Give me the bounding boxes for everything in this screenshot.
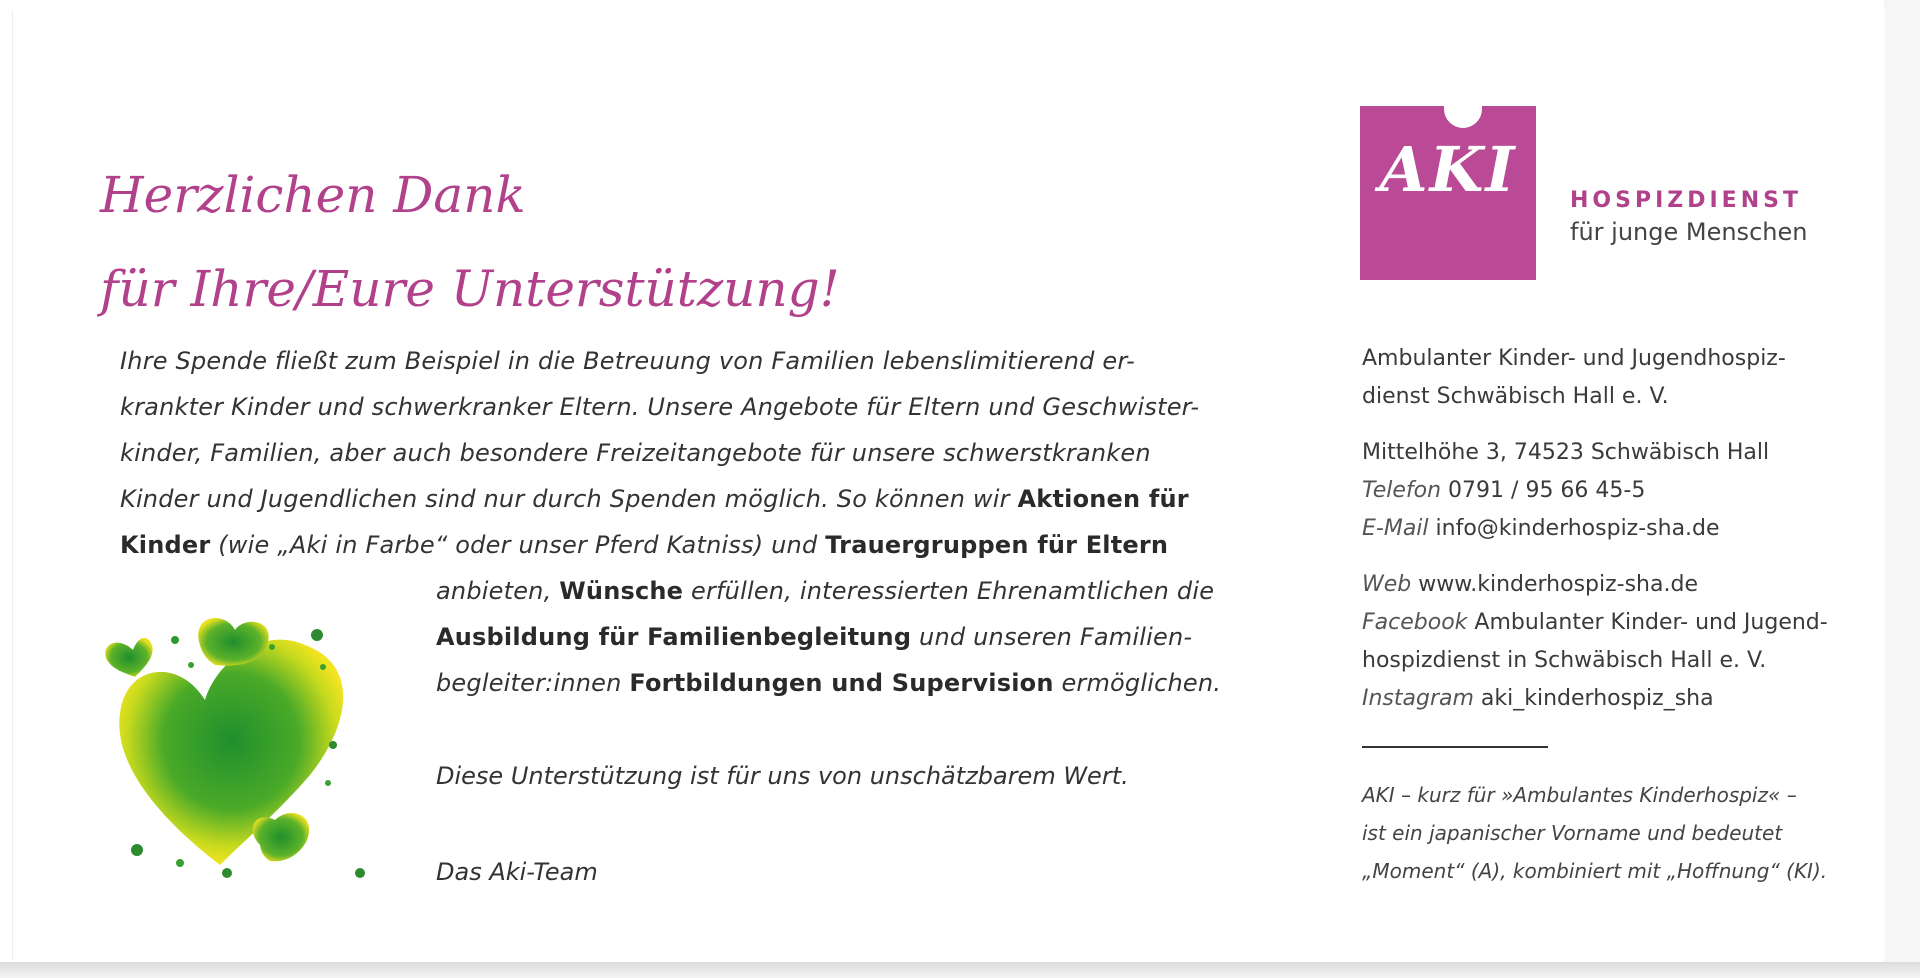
card-shadow xyxy=(0,962,1920,978)
org-name xyxy=(1362,340,1786,416)
text-segment: und unseren Familien- xyxy=(911,623,1193,651)
text-line: krankter Kinder und schwerkranker Eltern. Unsere Angebote für Eltern und Geschwister- xyxy=(120,393,1200,421)
text-line xyxy=(436,568,1215,614)
text-line xyxy=(120,476,1189,522)
phone-line xyxy=(1362,472,1769,510)
text-segment: erfüllen, interessierten Ehrenamtlichen die xyxy=(683,577,1215,605)
donation-paragraph xyxy=(120,338,1200,568)
street-address: Mittelhöhe 3, 74523 Schwäbisch Hall xyxy=(1362,440,1770,465)
text-line xyxy=(120,522,1169,568)
email-line xyxy=(1362,510,1769,548)
facebook-name: Ambulanter Kinder- und Jugend- xyxy=(1467,610,1828,635)
note-line: ist ein japanischer Vorname und bedeutet xyxy=(1362,821,1783,845)
bold-segment: Kinder xyxy=(120,531,211,559)
phone-number: 0791 / 95 66 45-5 xyxy=(1441,478,1646,503)
note-line: „Moment“ (A), kombiniert mit „Hoffnung“ (KI). xyxy=(1362,859,1828,883)
org-subtitle: für junge Menschen xyxy=(1570,218,1808,246)
online-block xyxy=(1362,566,1828,718)
bold-segment: Fortbildungen und Supervision xyxy=(629,669,1054,697)
instagram-line xyxy=(1362,680,1828,718)
text-segment: Kinder und Jugendlichen sind nur durch Spenden möglich. So können wir xyxy=(120,485,1018,513)
email-label: E-Mail xyxy=(1362,516,1429,541)
facebook-label: Facebook xyxy=(1362,610,1468,635)
page-edge-strip xyxy=(1884,0,1920,962)
heading-line-1: Herzlichen Dank xyxy=(100,166,526,224)
text-segment: anbieten, xyxy=(436,577,560,605)
note-line: AKI – kurz für »Ambulantes Kinderhospiz« – xyxy=(1362,783,1797,807)
facebook-line xyxy=(1362,604,1828,642)
text-segment: begleiter:innen xyxy=(436,669,630,697)
bold-segment: Wünsche xyxy=(559,577,684,605)
org-name-line: Ambulanter Kinder- und Jugendhospiz- xyxy=(1362,346,1786,371)
divider xyxy=(1362,746,1548,748)
text-segment: (wie „Aki in Farbe“ oder unser Pferd Katniss) und xyxy=(210,531,826,559)
org-title: HOSPIZDIENST xyxy=(1570,188,1802,213)
signature: Das Aki-Team xyxy=(436,858,598,886)
address-block xyxy=(1362,434,1769,548)
text-line xyxy=(436,614,1196,660)
instagram-handle: aki_kinderhospiz_sha xyxy=(1473,686,1714,711)
heading-line-2: für Ihre/Eure Unterstützung! xyxy=(100,260,840,318)
donation-paragraph-continued xyxy=(436,568,1222,706)
facebook-line-2: hospizdienst in Schwäbisch Hall e. V. xyxy=(1362,648,1767,673)
web-address: www.kinderhospiz-sha.de xyxy=(1411,572,1698,597)
text-line: kinder, Familien, aber auch besondere Freizeitangebote für unsere schwerstkranken xyxy=(120,439,1151,467)
thank-you-heading xyxy=(100,148,840,336)
aki-name-note xyxy=(1362,776,1827,890)
instagram-label: Instagram xyxy=(1362,686,1474,711)
web-label: Web xyxy=(1362,572,1412,597)
painted-heart-illustration xyxy=(95,605,405,895)
org-name-line: dienst Schwäbisch Hall e. V. xyxy=(1362,384,1669,409)
phone-label: Telefon xyxy=(1362,478,1442,503)
bold-segment: Trauergruppen für Eltern xyxy=(825,531,1169,559)
text-segment: ermöglichen. xyxy=(1053,669,1222,697)
web-line xyxy=(1362,566,1828,604)
text-line xyxy=(436,660,1222,706)
email-address: info@kinderhospiz-sha.de xyxy=(1428,516,1720,541)
bold-segment: Aktionen für xyxy=(1017,485,1189,513)
aki-logo-mark: AKI xyxy=(1379,133,1517,206)
text-line: Ihre Spende fließt zum Beispiel in die Betreuung von Familien lebenslimitierend er- xyxy=(120,347,1135,375)
bold-segment: Ausbildung für Familienbegleitung xyxy=(436,623,912,651)
thanks-sentence: Diese Unterstützung ist für uns von unschätzbarem Wert. xyxy=(436,762,1129,790)
